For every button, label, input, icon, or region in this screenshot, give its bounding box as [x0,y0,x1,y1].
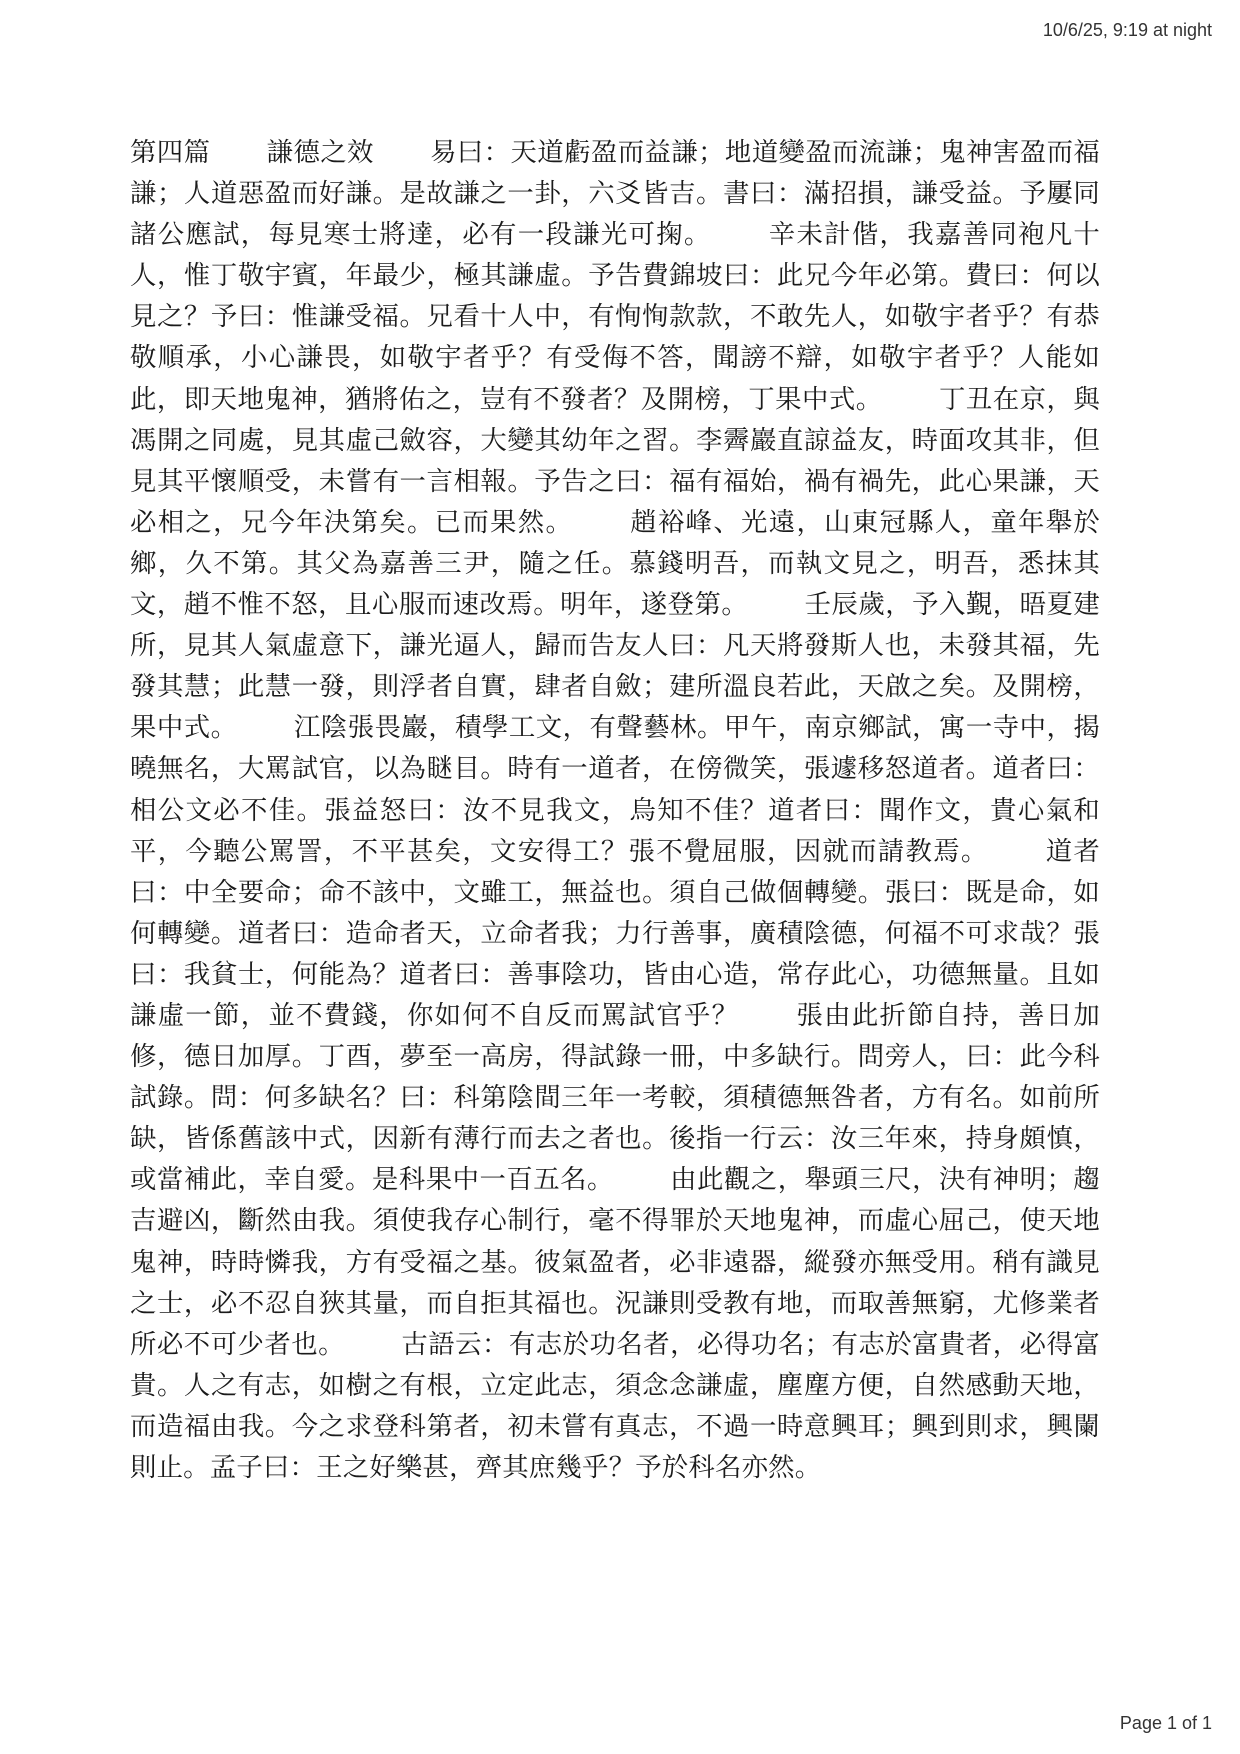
paragraph: 丁丑在京，與馮開之同處，見其虛己斂容，大變其幼年之習。李霽巖直諒益友，時面攻其非，但見其平懷順受，未嘗有一言相報。予告之曰：福有福始，禍有禍先，此心果謙，天必相之，兄今年決第矣。已而果然。 [130,383,1100,538]
page-number: Page 1 of 1 [1119,1713,1212,1733]
chapter-title: 謙德之效 [266,137,374,168]
paragraph: 易曰：天道虧盈而益謙；地道變盈而流謙；鬼神害盈而福謙；人道惡盈而好謙。是故謙之一卦，六爻皆吉。書曰：滿招損，謙受益。予屢同諸公應試，每見寒士將達，必有一段謙光可掬。 [130,137,1100,251]
chapter-number: 第四篇 [130,137,211,168]
paragraph: 道者曰：中全要命；命不該中，文雖工，無益也。須自己做個轉變。張曰：既是命，如何轉變。道者曰：造命者天，立命者我；力行善事，廣積陰德，何福不可求哉？張曰：我貧士，何能為？道者曰：善事陰功，皆由心造，常存此心，功德無量。且如謙虛一節，並不費錢，你如何不自反而罵試官乎？ [130,835,1101,1031]
paragraph: 江陰張畏巖，積學工文，有聲藝林。甲午，南京鄉試，寓一寺中，揭曉無名，大罵試官，以為瞇目。時有一道者，在傍微笑，張遽移怒道者。道者曰：相公文必不佳。張益怒曰：汝不見我文，烏知不佳？道者曰：聞作文，貴心氣和平，今聽公罵詈，不平甚矣，文安得工？張不覺屈服，因就而請教焉。 [130,712,1100,867]
print-timestamp: 10/6/25, 9:19 at night [1042,20,1212,40]
paragraph: 張由此折節自持，善日加修，德日加厚。丁酉，夢至一高房，得試錄一冊，中多缺行。問旁人，曰：此今科試錄。問：何多缺名？曰：科第陰間三年一考較，須積德無咎者，方有名。如前所缺，皆係舊該中式，因新有薄行而去之者也。後指一行云：汝三年來，持身頗慎，或當補此，幸自愛。是科果中一百五名。 [130,999,1100,1196]
paragraph: 由此觀之，舉頭三尺，決有神明；趨吉避凶，斷然由我。須使我存心制行，毫不得罪於天地鬼神，而虛心屈己，使天地鬼神，時時憐我，方有受福之基。彼氣盈者，必非遠器，縱發亦無受用。稍有識見之士，必不忍自狹其量，而自拒其福也。況謙則受教有地，而取善無窮，尤修業者所必不可少者也。 [130,1164,1100,1360]
paragraph: 古語云：有志於功名者，必得功名；有志於富貴者，必得富貴。人之有志，如樹之有根，立定此志，須念念謙虛，塵塵方便，自然感動天地，而造福由我。今之求登科第者，初未嘗有真志，不過一時意興耳；興到則求，興闌則止。孟子曰：王之好樂甚，齊其庶幾乎？予於科名亦然。 [130,1328,1100,1483]
paragraph: 壬辰歲，予入覲，晤夏建所，見其人氣虛意下，謙光逼人，歸而告友人曰：凡天將發斯人也，未發其福，先發其慧；此慧一發，則浮者自實，肆者自斂；建所溫良若此，天啟之矣。及開榜，果中式。 [130,589,1100,744]
document-body [130,132,1100,1488]
paragraph: 辛未計偕，我嘉善同袍凡十人，惟丁敬宇賓，年最少，極其謙虛。予告費錦坡曰：此兄今年必第。費曰：何以見之？予曰：惟謙受福。兄看十人中，有恂恂款款，不敢先人，如敬宇者乎？有恭敬順承，小心謙畏，如敬宇者乎？有受侮不答，聞謗不辯，如敬宇者乎？人能如此，即天地鬼神，猶將佑之，豈有不發者？及開榜，丁果中式。 [130,219,1101,415]
paragraph: 趙裕峰、光遠，山東冠縣人，童年舉於鄉，久不第。其父為嘉善三尹，隨之任。慕錢明吾，而執文見之，明吾，悉抹其文，趙不惟不怒，且心服而速改焉。明年，遂登第。 [130,506,1100,621]
